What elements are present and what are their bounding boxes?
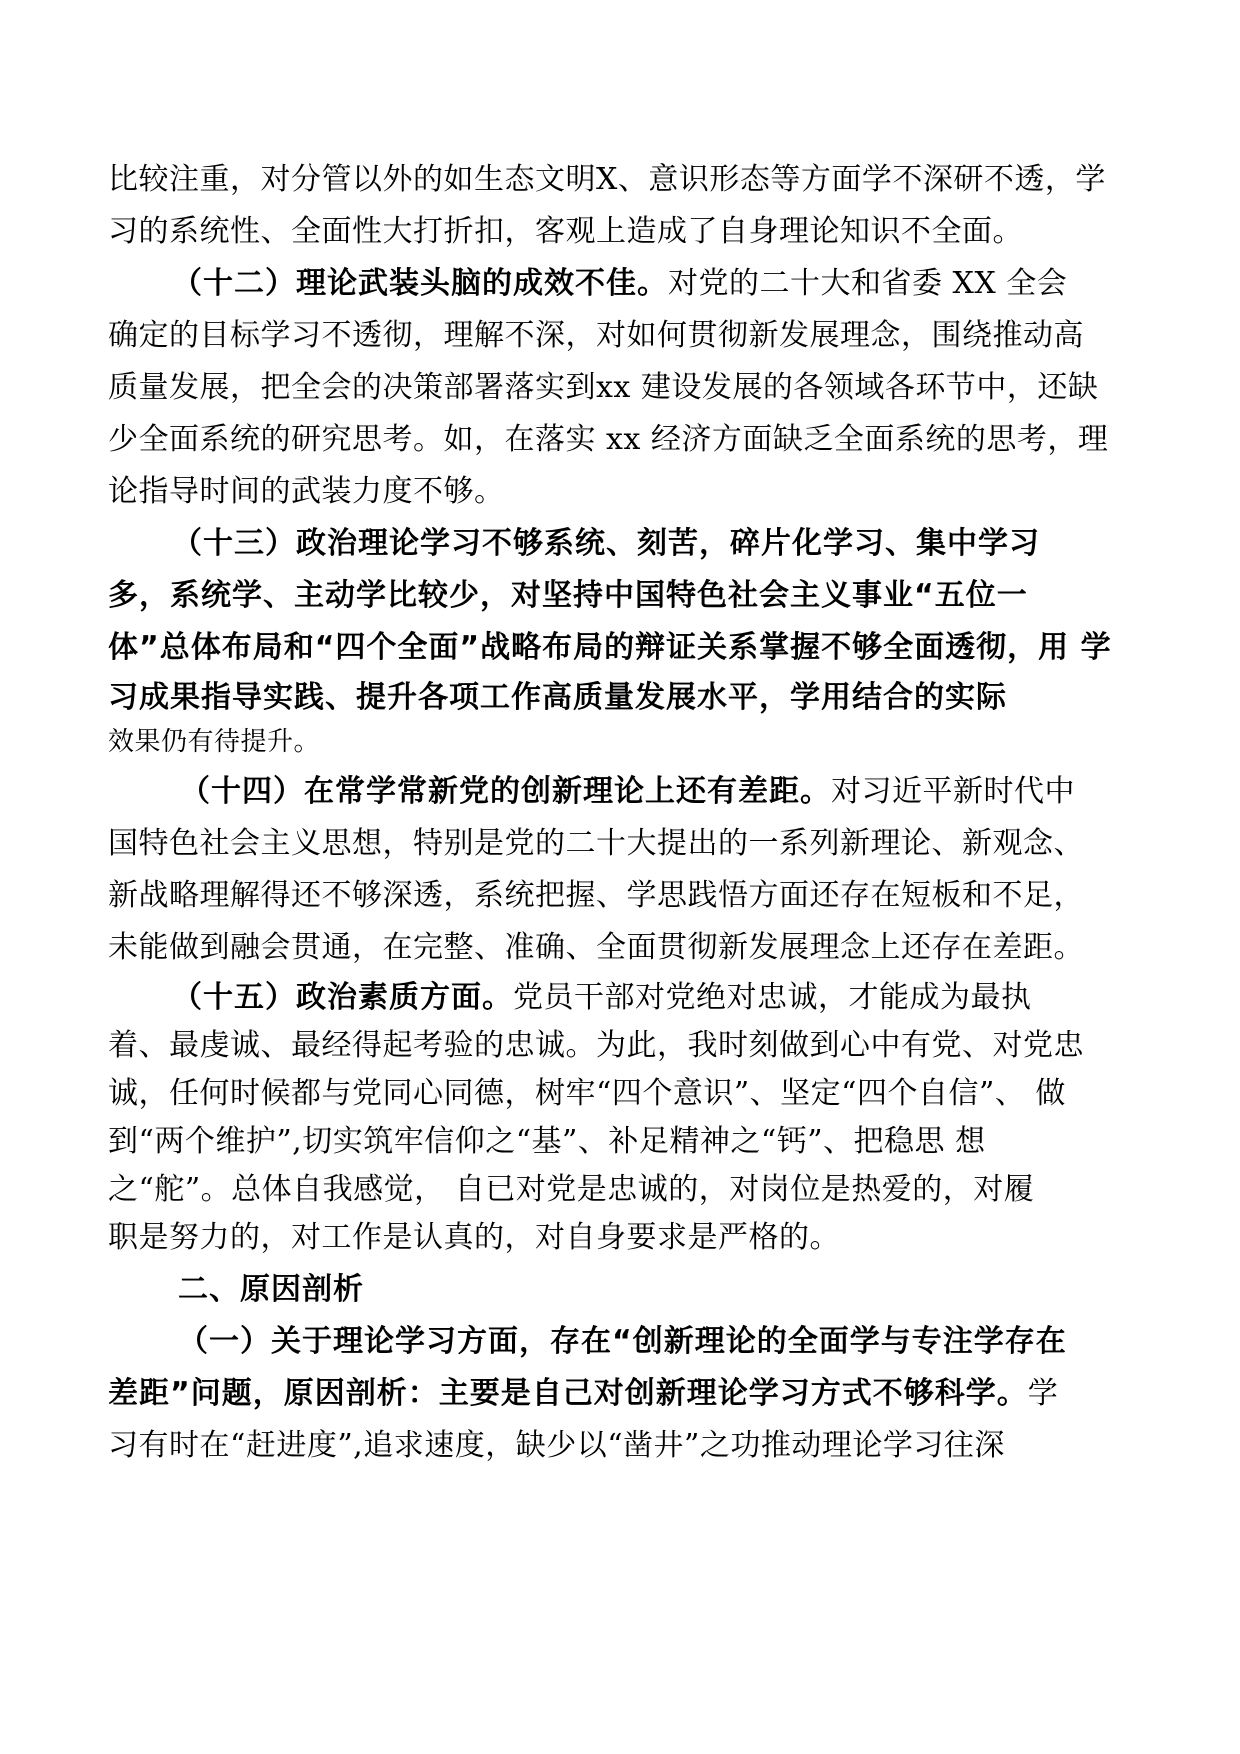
paragraph-line: 职是努力的，对工作是认真的，对自身要求是严格的。 bbox=[108, 1220, 840, 1255]
paragraph-line: 确定的目标学习不透彻，理解不深，对如何贯彻新发展理念，围绕推动高 bbox=[108, 318, 1084, 353]
section-13-line: 体”总体布局和“四个全面”战略布局的辩证关系掌握不够全面透彻，用 学 bbox=[108, 630, 1112, 665]
section-13-heading: （十三）政治理论学习不够系统、刻苦，碎片化学习、集中学习 bbox=[172, 526, 1040, 561]
paragraph-line: 习有时在“赶进度”,追求速度，缺少以“凿井”之功推动理论学习往深 bbox=[108, 1428, 1005, 1463]
paragraph-line: 论指导时间的武装力度不够。 bbox=[108, 474, 505, 509]
section-title-cause-analysis: 二、原因剖析 bbox=[178, 1272, 364, 1307]
section-12-text: 对党的二十大和省委 XX 全会 bbox=[668, 266, 1068, 301]
paragraph-line: 诚，任何时候都与党同心同德，树牢“四个意识”、坚定“四个自信”、 做 bbox=[108, 1076, 1066, 1111]
section-13-line: 习成果指导实践、提升各项工作高质量发展水平，学用结合的实际 bbox=[108, 680, 1007, 715]
paragraph-line: 未能做到融会贯通，在完整、准确、全面贯彻新发展理念上还存在差距。 bbox=[108, 930, 1084, 965]
section-14-heading: （十四）在常学常新党的创新理论上还有差距。 bbox=[180, 774, 831, 809]
paragraph-line: 少全面系统的研究思考。如，在落实 xx 经济方面缺乏全面系统的思考，理 bbox=[108, 422, 1109, 457]
cause-1-heading: （一）关于理论学习方面，存在“创新理论的全面学与专注学存在 bbox=[178, 1324, 1067, 1359]
section-12-heading: （十二）理论武装头脑的成效不佳。 bbox=[172, 266, 668, 301]
paragraph-line: 质量发展，把全会的决策部署落实到xx 建设发展的各领域各环节中，还缺 bbox=[108, 370, 1099, 405]
paragraph-line: 新战略理解得还不够深透，系统把握、学思践悟方面还存在短板和不足， bbox=[108, 878, 1084, 913]
paragraph-line: 之“舵”。总体自我感觉， 自已对党是忠诚的，对岗位是热爱的，对履 bbox=[108, 1172, 1035, 1207]
paragraph-line: 习的系统性、全面性大打折扣，客观上造成了自身理论知识不全面。 bbox=[108, 214, 1023, 249]
paragraph-line: 到“两个维护”,切实筑牢信仰之“基”、补足精神之“钙”、把稳思 想 bbox=[108, 1124, 986, 1159]
paragraph-line: 效果仍有待提升。 bbox=[108, 727, 321, 757]
section-15-heading: （十五）政治素质方面。 bbox=[172, 980, 513, 1015]
cause-1-line bbox=[108, 1374, 1058, 1414]
section-14-text: 对习近平新时代中 bbox=[831, 774, 1075, 809]
paragraph-line: 比较注重，对分管以外的如生态文明X、意识形态等方面学不深研不透，学 bbox=[108, 162, 1106, 197]
cause-1-text: 学 bbox=[1027, 1376, 1059, 1411]
section-12-line bbox=[172, 264, 1067, 304]
section-13-line: 多，系统学、主动学比较少，对坚持中国特色社会主义事业“五位一 bbox=[108, 578, 1028, 613]
section-15-line bbox=[172, 978, 1032, 1018]
paragraph-line: 着、最虔诚、最经得起考验的忠诚。为此，我时刻做到心中有党、对党忠 bbox=[108, 1028, 1084, 1063]
paragraph-line: 国特色社会主义思想，特别是党的二十大提出的一系列新理论、新观念、 bbox=[108, 826, 1084, 861]
section-14-line bbox=[180, 772, 1075, 812]
cause-1-heading-cont: 差距”问题，原因剖析：主要是自己对创新理论学习方式不够科学。 bbox=[108, 1376, 1028, 1411]
section-15-text: 党员干部对党绝对忠诚，才能成为最执 bbox=[513, 980, 1032, 1015]
